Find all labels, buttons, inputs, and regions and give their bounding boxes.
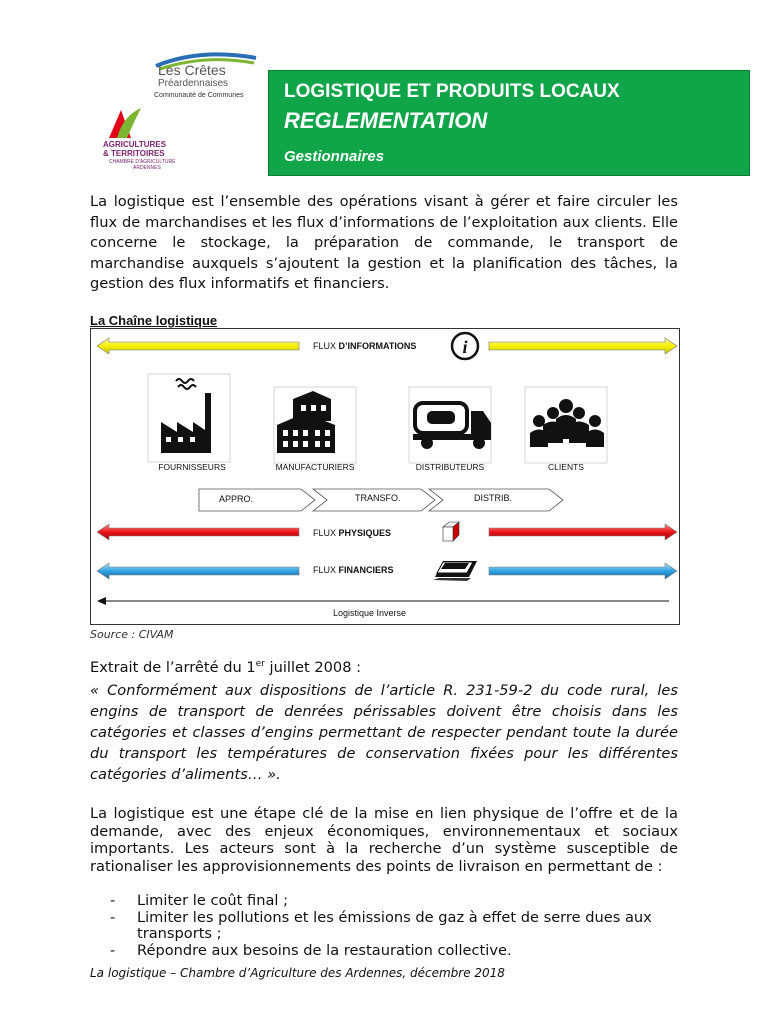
list-item: - Répondre aux besoins de la restauration collective. [110, 941, 512, 959]
svg-text:i: i [462, 337, 468, 357]
cretes-sub: Préardennaises [158, 78, 229, 89]
agri-line2: & TERRITOIRES [103, 149, 165, 158]
actor-distributeurs: DISTRIBUTEURS [415, 462, 485, 472]
step-appro: APPRO. [219, 494, 254, 504]
cretes-cc: Communauté de Communes [154, 92, 244, 99]
phys-arrow-left [97, 524, 299, 540]
money-icon [433, 561, 477, 581]
list-item: - Limiter le coût final ; [110, 892, 289, 909]
factory-icon [161, 379, 211, 453]
fin-arrow-right [489, 563, 677, 579]
page-footer: La logistique – Chambre d’Agriculture des Ardennes, décembre 2018 [90, 966, 505, 980]
flux-info-label: FLUX D’INFORMATIONS [313, 341, 417, 351]
paragraph-2: La logistique est une étape clé de la mise en lien physique de l’offre et de la demande, avec des enjeux économiques, environnementaux et sociaux importants. Les acteurs sont à la recherche d’un système susceptible de rationaliser les approvisionnements des points de livraison en permettant de : [90, 805, 678, 875]
diagram-source: Source : CIVAM [90, 628, 174, 641]
header-section: Gestionnaires [284, 148, 385, 165]
agri-line3: CHAMBRE D'AGRICULTURE [109, 159, 176, 165]
cretes-name: Les Crêtes [158, 62, 226, 78]
fin-arrow-left [97, 563, 299, 579]
agri-logo [103, 106, 183, 176]
building-icon [277, 391, 335, 453]
bullet-list [110, 893, 680, 959]
logistics-chain-diagram [90, 328, 680, 625]
header-title: LOGISTIQUE ET PRODUITS LOCAUX [284, 81, 620, 102]
info-arrow-right [489, 338, 677, 354]
people-icon [530, 399, 604, 447]
agri-line1: AGRICULTURES [103, 140, 166, 149]
actor-manufacturiers: MANUFACTURIERS [275, 462, 355, 472]
extract-heading: Extrait de l’arrêté du 1er juillet 2008 : [90, 659, 362, 676]
flux-fin-label: FLUX FINANCIERS [313, 565, 394, 575]
info-arrow-left [97, 338, 299, 354]
flux-phys-label: FLUX PHYSIQUES [313, 528, 392, 538]
actor-fournisseurs: FOURNISSEURS [158, 462, 226, 472]
header-banner [268, 70, 750, 176]
actor-clients: CLIENTS [548, 462, 584, 472]
legal-quote: « Conformément aux dispositions de l’article R. 231-59-2 du code rural, les engins de transport de denrées périssables doivent être choisis dans les catégories et classes d’engins permettant de respecter pendant toute la durée du transport les températures de conservation fixées pour les différentes catégories d’aliments… ». [90, 682, 678, 783]
header-subtitle: REGLEMENTATION [284, 108, 488, 133]
cretes-logo [150, 50, 262, 110]
truck-icon [413, 403, 491, 449]
box-icon [443, 522, 459, 541]
chain-title: La Chaîne logistique [90, 313, 218, 328]
step-distrib: DISTRIB. [474, 493, 513, 503]
step-transfo: TRANSFO. [355, 493, 401, 503]
inverse-label: Logistique Inverse [333, 608, 407, 618]
agri-emblem-icon [103, 106, 143, 140]
intro-paragraph: La logistique est l’ensemble des opérations visant à gérer et faire circuler les flux de marchandises et les flux d’informations de l’exploitation aux clients. Elle concerne le stockage, la préparation de commande, le transport de marchandise auxquels s’ajoutent la gestion et la planification des tâches, la gestion des flux informatifs et financiers. [90, 193, 678, 292]
step-arrow-appro [199, 489, 315, 511]
phys-arrow-right [489, 524, 677, 540]
list-item: - Limiter les pollutions et les émissions de gaz à effet de serre dues aux transports ; [110, 908, 652, 942]
info-icon [452, 333, 478, 359]
agri-line4: ARDENNES [133, 165, 161, 171]
inverse-arrow-head [97, 597, 106, 605]
